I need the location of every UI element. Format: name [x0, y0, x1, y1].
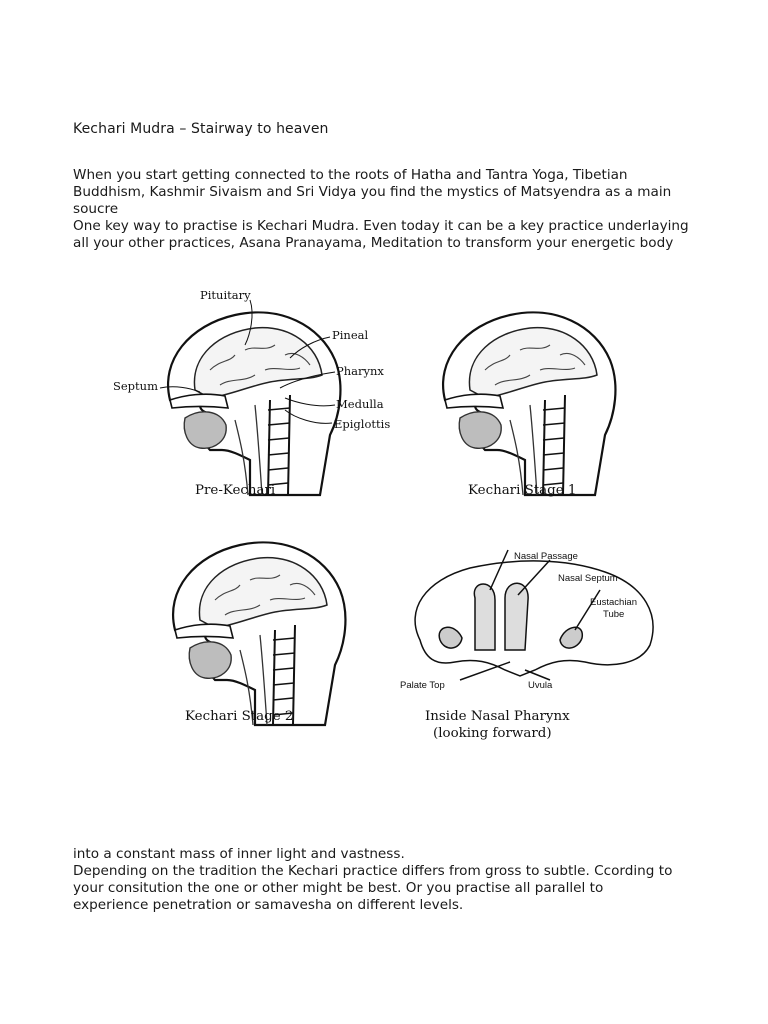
label-pituitary: Pituitary [200, 288, 251, 302]
label-nasal-passage: Nasal Passage [514, 551, 578, 562]
intro-line: soucre [73, 201, 119, 217]
intro-paragraph [73, 167, 713, 252]
head-kechari-stage-2 [173, 542, 345, 725]
label-septum: Septum [113, 379, 158, 393]
intro-line: One key way to practise is Kechari Mudra. Even today it can be a key practice underlaying [73, 218, 689, 234]
label-tube: Tube [603, 609, 625, 620]
head-kechari-stage-1 [443, 312, 615, 495]
label-palate-top: Palate Top [400, 680, 445, 691]
label-pineal: Pineal [332, 328, 369, 342]
label-nasal-septum: Nasal Septum [558, 573, 618, 584]
label-uvula: Uvula [528, 680, 553, 691]
caption-pre-kechari: Pre-Kechari [195, 483, 276, 498]
document-title: Kechari Mudra – Stairway to heaven [73, 121, 329, 137]
outro-line: Depending on the tradition the Kechari practice differs from gross to subtle. Ccording to [73, 863, 673, 879]
intro-line: When you start getting connected to the roots of Hatha and Tantra Yoga, Tibetian [73, 167, 628, 183]
outro-line: your consitution the one or other might be best. Or you practise all parallel to [73, 880, 604, 896]
caption-looking-forward: (looking forward) [433, 726, 552, 741]
kechari-illustration [100, 280, 700, 750]
intro-line: Buddhism, Kashmir Sivaism and Sri Vidya you find the mystics of Matsyendra as a main [73, 184, 672, 200]
caption-inside-nasal-pharynx: Inside Nasal Pharynx [425, 709, 570, 724]
head-pre-kechari [168, 312, 340, 495]
outro-line: into a constant mass of inner light and vastness. [73, 846, 405, 862]
caption-stage-2: Kechari Stage 2 [185, 709, 294, 724]
label-eustachian: Eustachian [590, 597, 638, 608]
label-epiglottis: Epiglottis [334, 417, 391, 431]
intro-line: all your other practices, Asana Pranayama, Meditation to transform your energetic body [73, 235, 674, 251]
label-pharynx: Pharynx [336, 364, 384, 378]
outro-paragraph [73, 846, 713, 914]
label-medulla: Medulla [336, 397, 384, 411]
outro-line: experience penetration or samavesha on different levels. [73, 897, 464, 913]
caption-stage-1: Kechari Stage 1 [468, 483, 577, 498]
